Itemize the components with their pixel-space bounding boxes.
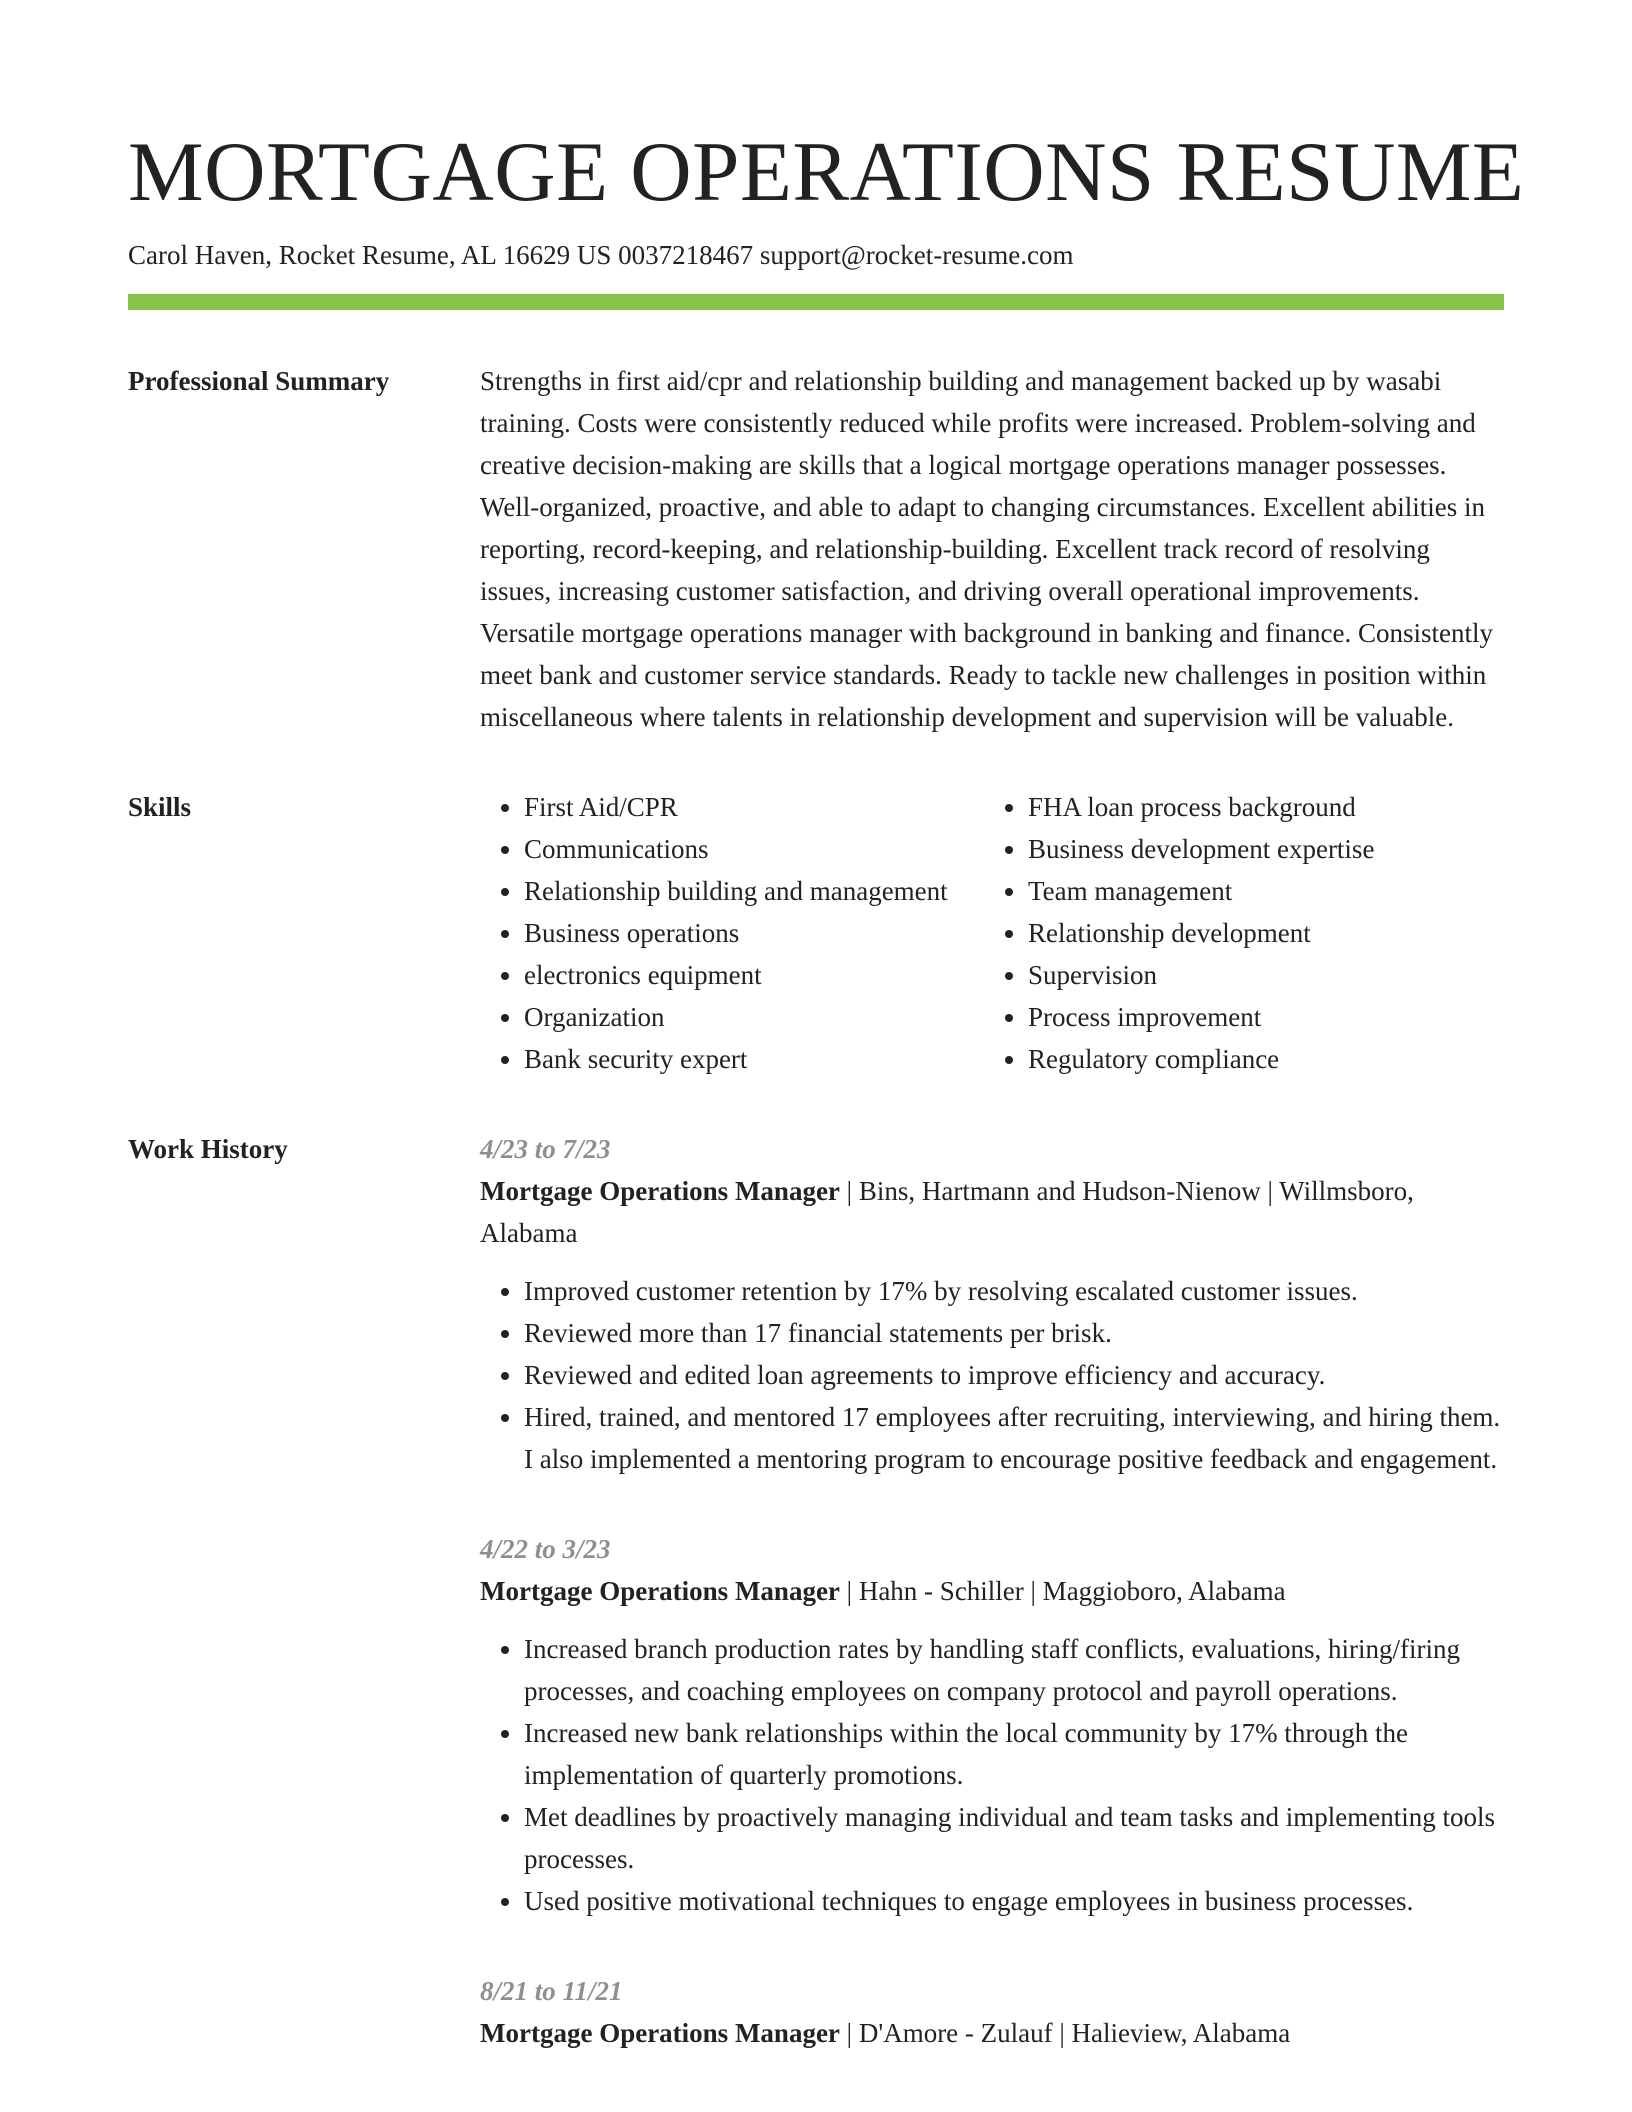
skill-item: • Bank security expert [524,1038,984,1080]
job-heading [480,1570,1504,1612]
skill-item: • Relationship development [1028,912,1488,954]
section-body [480,360,1504,738]
job-bullet: • Used positive motivational techniques to engage employees in business processes. [524,1880,1504,1922]
job-bullet: • Improved customer retention by 17% by resolving escalated customer issues. [524,1270,1504,1312]
job-entry [480,1970,1504,2054]
skill-item: • Team management [1028,870,1488,912]
job-bullet: • Increased branch production rates by handling staff conflicts, evaluations, hiring/firing processes, and coaching employees on company protocol and payroll operations. [524,1628,1504,1712]
job-date: 4/23 to 7/23 [480,1134,611,1164]
skill-item: • electronics equipment [524,954,984,996]
job-bullet: • Met deadlines by proactively managing individual and team tasks and implementing tools processes. [524,1796,1504,1880]
job-bullets [480,1270,1504,1480]
job-details: | Hahn - Schiller | Maggioboro, Alabama [839,1576,1286,1606]
skills-list [480,786,1504,1080]
skill-item: • Business operations [524,912,984,954]
skill-item: • Relationship building and management [524,870,984,912]
job-title: Mortgage Operations Manager [480,2018,840,2048]
job-details: | Bins, Hartmann and Hudson-Nienow | Willmsboro, Alabama [480,1176,1414,1248]
job-title: Mortgage Operations Manager [480,1176,840,1206]
skill-item: • Organization [524,996,984,1038]
resume-title: MORTGAGE OPERATIONS RESUME [128,125,1525,219]
work-history-section [128,1128,1504,2102]
summary-text: Strengths in first aid/cpr and relationship building and management backed up by wasabi training. Costs were consistently reduced while profits were increased. Problem-solving and creative decision-making are skills that a logical mortgage operations manager possesses. Well-organized, proactive, and able to adapt to changing circumstances. Excellent abilities in reporting, record-keeping, and relationship-building. Excellent track record of resolving issues, increasing customer satisfaction, and driving overall operational improvements. Versatile mortgage operations manager with background in banking and finance. Consistently meet bank and customer service standards. Ready to tackle new challenges in position within miscellaneous where talents in relationship development and supervision will be valuable. [480,366,1493,732]
resume-page [128,0,1525,2102]
skill-item: • Regulatory compliance [1028,1038,1488,1080]
skills-column-1 [480,786,984,1080]
skill-item: • Communications [524,828,984,870]
skill-item: • Process improvement [1028,996,1488,1038]
contact-line: Carol Haven, Rocket Resume, AL 16629 US 0037218467 support@rocket-resume.com [128,240,1074,270]
section-body [480,1128,1504,2102]
section-label: Work History [128,1134,288,1164]
skill-item: • Supervision [1028,954,1488,996]
job-bullet: • Reviewed more than 17 financial statements per brisk. [524,1312,1504,1354]
job-bullets [480,1628,1504,1922]
skill-item: • FHA loan process background [1028,786,1488,828]
section-label: Skills [128,792,192,822]
skills-section [128,786,1504,1080]
skills-column-2 [984,786,1488,1080]
accent-divider [128,294,1504,310]
job-bullet: • Reviewed and edited loan agreements to improve efficiency and accuracy. [524,1354,1504,1396]
job-title: Mortgage Operations Manager [480,1576,840,1606]
job-bullet: • Hired, trained, and mentored 17 employees after recruiting, interviewing, and hiring them. I also implemented a mentoring program to encourage positive feedback and engagement. [524,1396,1504,1480]
job-bullet: • Increased new bank relationships within the local community by 17% through the implementation of quarterly promotions. [524,1712,1504,1796]
job-date: 8/21 to 11/21 [480,1976,623,2006]
skill-item: • Business development expertise [1028,828,1488,870]
professional-summary-section [128,360,1504,738]
job-date: 4/22 to 3/23 [480,1534,611,1564]
skill-item: • First Aid/CPR [524,786,984,828]
section-label: Professional Summary [128,366,390,396]
job-heading [480,1170,1504,1254]
job-details: | D'Amore - Zulauf | Halieview, Alabama [839,2018,1291,2048]
job-entry [480,1528,1504,1922]
job-entry [480,1128,1504,1480]
job-heading [480,2012,1504,2054]
